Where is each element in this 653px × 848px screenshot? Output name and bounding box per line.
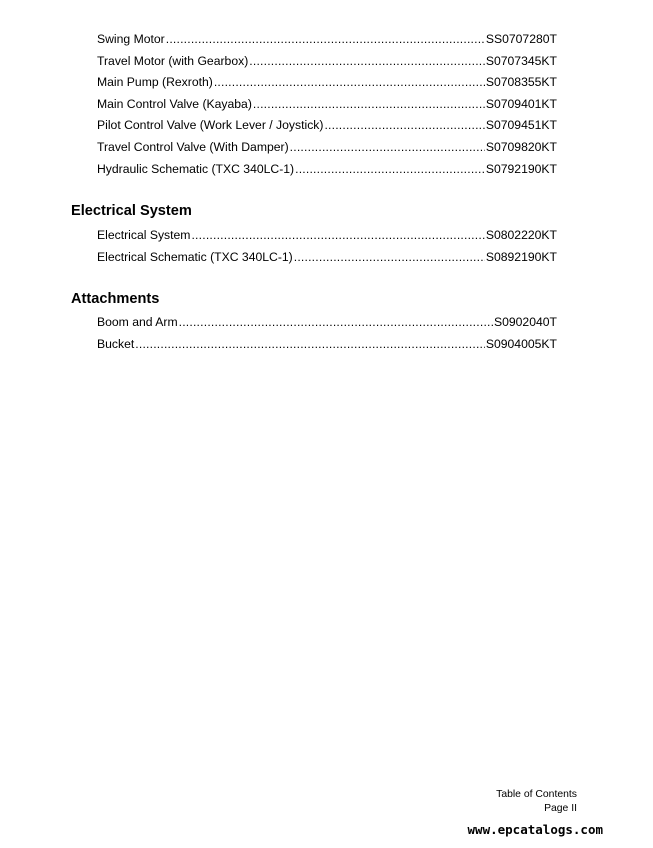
toc-entry-label: Bucket: [97, 336, 135, 351]
toc-entry-label: Boom and Arm: [97, 315, 178, 329]
hydraulic-entries-list: [97, 29, 557, 180]
toc-entry-label: Travel Motor (with Gearbox): [97, 53, 249, 68]
section-heading-attachments: Attachments: [71, 291, 160, 307]
dot-leader: [179, 312, 493, 334]
page-footer: [496, 788, 577, 815]
toc-entry-code: S0709401KT: [485, 96, 557, 111]
dot-leader: [191, 225, 484, 247]
toc-entry-label: Travel Control Valve (With Damper): [97, 139, 289, 154]
toc-entry-code: S0904005KT: [485, 336, 557, 351]
toc-entry[interactable]: [97, 115, 557, 137]
toc-entry-label: Main Pump (Rexroth): [97, 75, 213, 90]
footer-page-number: Page II: [544, 802, 577, 814]
toc-entry-label: Electrical System: [97, 228, 191, 242]
dot-leader: [295, 159, 485, 181]
toc-entry-label: Pilot Control Valve (Work Lever / Joystick): [97, 118, 324, 133]
toc-entry[interactable]: [97, 72, 557, 94]
toc-entry-label: Swing Motor: [97, 32, 165, 46]
toc-entry[interactable]: [97, 247, 557, 269]
watermark-url: www.epcatalogs.com: [467, 822, 603, 837]
footer-section-title: Table of Contents: [496, 789, 577, 800]
dot-leader: [214, 72, 485, 94]
toc-entry[interactable]: [97, 312, 557, 334]
toc-entry[interactable]: [97, 29, 557, 51]
toc-entry-code: S0892190KT: [485, 249, 557, 264]
toc-entry[interactable]: [97, 159, 557, 181]
dot-leader: [166, 29, 485, 51]
toc-entry-code: SS0707280T: [485, 32, 557, 46]
toc-entry-code: S0709451KT: [485, 118, 557, 133]
toc-entry[interactable]: [97, 225, 557, 247]
toc-entry[interactable]: [97, 334, 557, 356]
toc-entry-code: S0902040T: [493, 315, 557, 329]
toc-entry-code: S0708355KT: [485, 75, 557, 90]
toc-entry-code: S0707345KT: [485, 53, 557, 68]
dot-leader: [135, 334, 485, 356]
toc-entry-code: S0792190KT: [485, 161, 557, 176]
section-heading-electrical: Electrical System: [71, 203, 192, 219]
attachment-entries-list: [97, 312, 557, 355]
toc-entry-label: Electrical Schematic (TXC 340LC-1): [97, 249, 293, 264]
toc-entry[interactable]: [97, 137, 557, 159]
toc-entry[interactable]: [97, 94, 557, 116]
dot-leader: [324, 115, 484, 137]
toc-entry[interactable]: [97, 51, 557, 73]
dot-leader: [294, 247, 485, 269]
toc-entry-label: Main Control Valve (Kayaba): [97, 96, 252, 111]
dot-leader: [253, 94, 485, 116]
toc-entry-code: S0709820KT: [485, 139, 557, 154]
toc-entry-label: Hydraulic Schematic (TXC 340LC-1): [97, 161, 295, 176]
toc-entry-code: S0802220KT: [485, 228, 557, 242]
dot-leader: [249, 51, 485, 73]
dot-leader: [290, 137, 485, 159]
electrical-entries-list: [97, 225, 557, 268]
